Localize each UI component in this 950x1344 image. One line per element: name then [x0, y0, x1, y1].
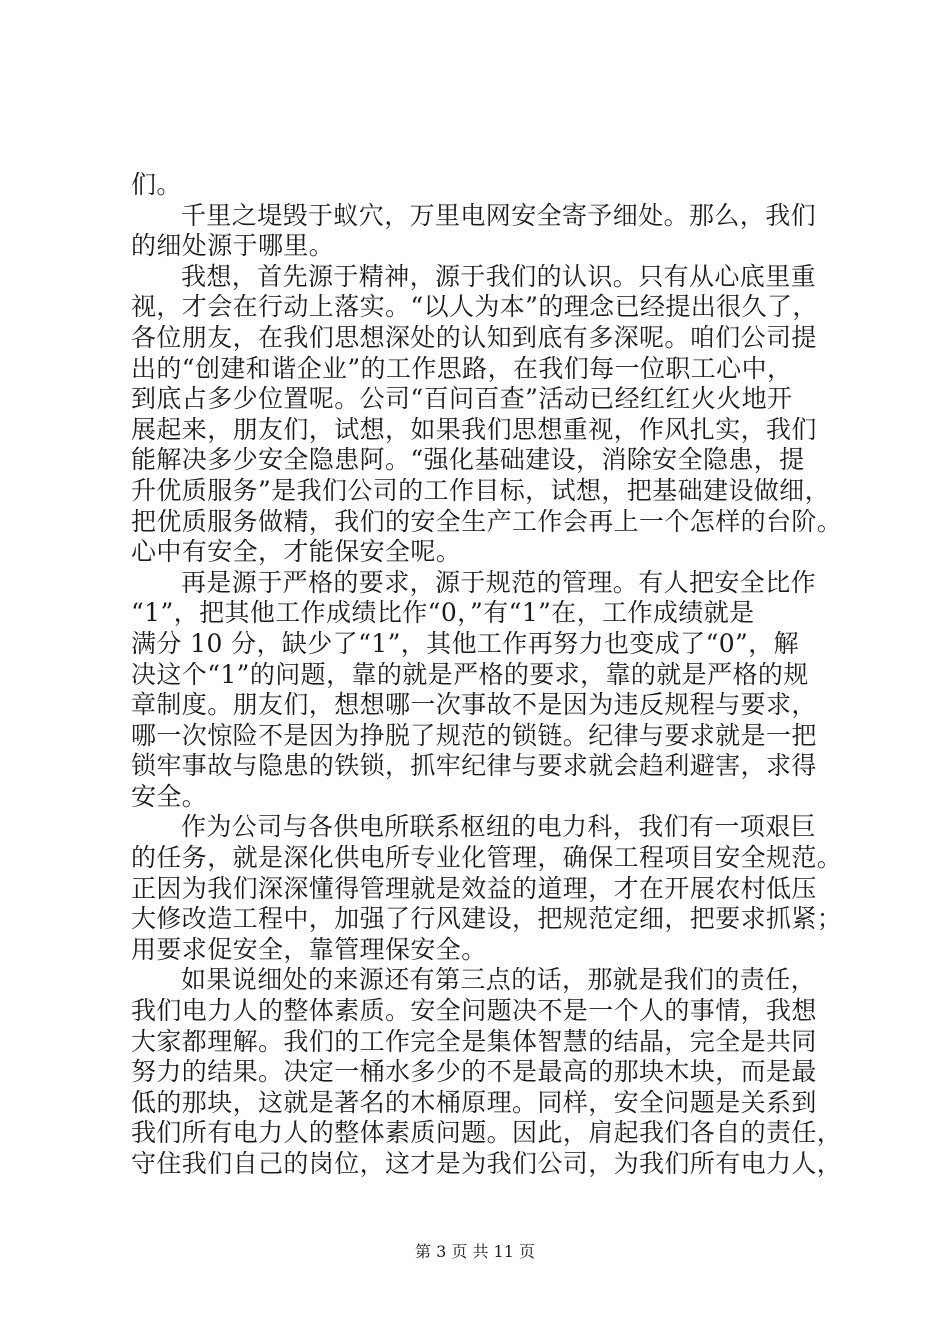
page-number-label: 第 3 页 共 11 页	[415, 1242, 535, 1261]
text-line: 满分 10 分，缺少了“1”，其他工作再努力也变成了“0”，解	[131, 628, 800, 658]
text-line: 把优质服务做精，我们的安全生产工作会再上一个怎样的台阶。	[131, 506, 843, 536]
text-line: 出的“创建和谐企业”的工作思路，在我们每一位职工心中，	[131, 353, 793, 383]
text-line: 哪一次惊险不是因为挣脱了规范的锁链。纪律与要求就是一把	[131, 720, 817, 750]
text-line: 守住我们自己的岗位，这才是为我们公司，为我们所有电力人，	[131, 1149, 843, 1178]
text-line: “1”，把其他工作成绩比作“0，”有“1”在，工作成绩就是	[131, 598, 755, 628]
text-line: 大家都理解。我们的工作完全是集体智慧的结晶，完全是共同	[131, 1026, 817, 1056]
text-line: 升优质服务”是我们公司的工作目标，试想，把基础建设做细，	[131, 475, 830, 505]
text-line: 安全。	[131, 781, 208, 811]
text-line: 能解决多少安全隐患阿。“强化基础建设，消除安全隐患，提	[131, 445, 805, 475]
text-line: 展起来，朋友们，试想，如果我们思想重视，作风扎实，我们	[131, 414, 817, 444]
text-line: 我们所有电力人的整体素质问题。因此，肩起我们各自的责任，	[131, 1118, 843, 1148]
text-line: 的任务，就是深化供电所专业化管理，确保工程项目安全规范。	[131, 843, 843, 873]
text-line: 我想，首先源于精神，源于我们的认识。只有从心底里重	[181, 261, 817, 291]
text-line: 们。	[131, 170, 182, 199]
text-line: 努力的结果。决定一桶水多少的不是最高的那块木块，而是最	[131, 1057, 817, 1087]
text-line: 视，才会在行动上落实。“以人为本”的理念已经提出很久了，	[131, 292, 818, 322]
text-line: 千里之堤毁于蚁穴，万里电网安全寄予细处。那么，我们	[181, 200, 817, 230]
text-line: 章制度。朋友们，想想哪一次事故不是因为违反规程与要求，	[131, 690, 817, 720]
page-footer	[0, 1242, 950, 1262]
text-line: 锁牢事故与隐患的铁锁，抓牢纪律与要求就会趋利避害，求得	[131, 751, 817, 781]
text-line: 低的那块，这就是著名的木桶原理。同样，安全问题是关系到	[131, 1087, 817, 1117]
text-line: 心中有安全，才能保安全呢。	[131, 537, 462, 567]
text-line: 到底占多少位置呢。公司“百问百查”活动已经红红火火地开	[131, 384, 793, 414]
text-line: 再是源于严格的要求，源于规范的管理。有人把安全比作	[181, 567, 817, 597]
text-line: 决这个“1”的问题，靠的就是严格的要求，靠的就是严格的规	[131, 659, 809, 689]
text-line: 大修改造工程中，加强了行风建设，把规范定细，把要求抓紧；	[131, 904, 843, 934]
text-line: 的细处源于哪里。	[131, 231, 335, 261]
text-line: 各位朋友，在我们思想深处的认知到底有多深呢。咱们公司提	[131, 322, 817, 352]
document-body	[131, 170, 843, 1180]
text-line: 如果说细处的来源还有第三点的话，那就是我们的责任，	[181, 965, 817, 995]
text-line: 作为公司与各供电所联系枢纽的电力科，我们有一项艰巨	[181, 812, 817, 842]
text-line: 我们电力人的整体素质。安全问题决不是一个人的事情，我想	[131, 996, 817, 1026]
text-line: 正因为我们深深懂得管理就是效益的道理，才在开展农村低压	[131, 873, 817, 903]
text-line: 用要求促安全，靠管理保安全。	[131, 934, 487, 964]
